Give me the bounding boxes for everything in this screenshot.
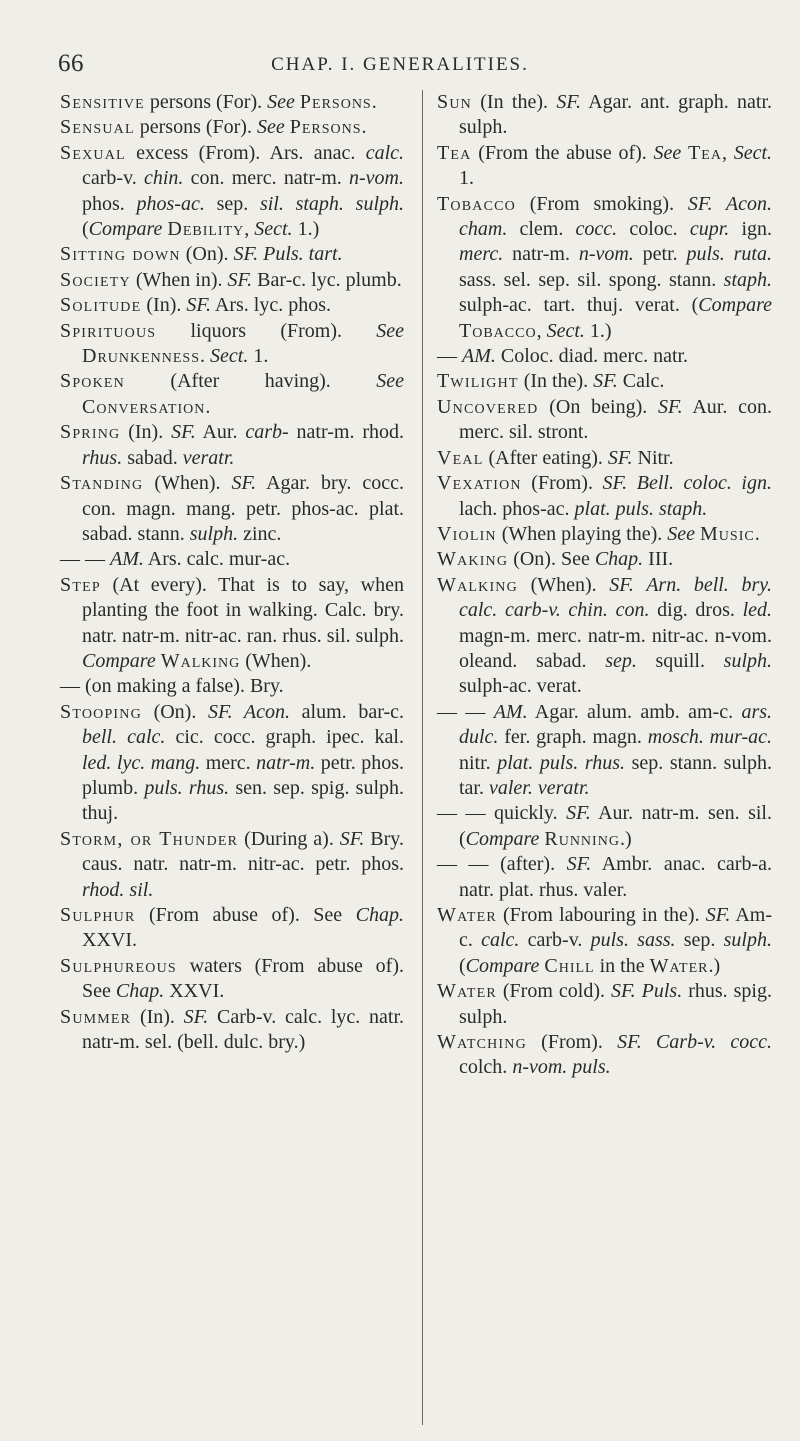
- entry-text: dig. dros.: [649, 599, 743, 622]
- entry-text: sep.: [605, 649, 637, 672]
- entry-text: (In).: [131, 1005, 184, 1028]
- entry-text: sass. sel. sep. sil. spong. stann.: [459, 268, 724, 291]
- entry-text: Tobacco: [459, 319, 537, 342]
- entry-text: Sect.: [546, 319, 585, 342]
- entry-text: ,: [536, 319, 547, 342]
- entry-text: petr.: [633, 243, 687, 266]
- index-entry: [60, 954, 404, 1005]
- entry-text: Ambr. anac. carb-a. natr. plat. rhus. valer.: [459, 853, 772, 901]
- index-entry: [60, 420, 404, 471]
- entry-text: SF. Bell. coloc. ign.: [602, 472, 772, 495]
- entry-text: cocc.: [575, 218, 618, 241]
- entry-text: zinc.: [238, 522, 282, 545]
- entry-text: n-vom.: [578, 243, 634, 266]
- entry-text: (From abuse of). See: [135, 904, 356, 926]
- entry-text: Ars. lyc. phos.: [211, 294, 331, 317]
- entry-text: Tea: [688, 141, 722, 164]
- page-number: 66: [58, 50, 84, 77]
- entry-text: chin.: [143, 167, 184, 190]
- entry-text: SF.: [186, 294, 211, 317]
- entry-text: puls. rhus.: [144, 776, 230, 799]
- entry-text: Running: [544, 827, 620, 850]
- entry-headword: Tobacco: [437, 192, 516, 215]
- entry-text: mosch. mur-ac.: [647, 726, 772, 749]
- entry-text: AM.: [462, 345, 496, 368]
- entry-text: puls. ruta.: [686, 243, 772, 266]
- entry-text: 1.): [584, 319, 612, 342]
- entry-text: Aur. con. merc. sil. stront.: [459, 395, 772, 444]
- entry-text: Coloc. diad. merc. natr.: [495, 345, 689, 368]
- entry-text: .: [205, 395, 211, 418]
- entry-text: SF.: [658, 395, 683, 418]
- entry-text: .: [361, 116, 367, 139]
- entry-text: — (on making a false). Bry.: [60, 675, 284, 698]
- index-entry: [60, 141, 404, 243]
- index-entry: [60, 115, 404, 140]
- entry-text: .: [371, 91, 377, 113]
- entry-text: (In the).: [518, 370, 594, 393]
- entry-text: — —: [437, 700, 494, 723]
- entry-headword: Solitude: [60, 294, 142, 317]
- entry-text: carb-v.: [82, 167, 144, 190]
- entry-headword: Waking: [437, 548, 509, 571]
- entry-headword: Sensual: [60, 116, 135, 139]
- entry-text: (At every). That is to say, when planting the foot in walking. Calc. bry. natr. natr-m. nitr-ac. ran. rhus. sil. sulph.: [82, 573, 404, 647]
- entry-headword: Vexation: [437, 472, 522, 495]
- entry-text: (When).: [517, 573, 610, 596]
- entry-text: cupr.: [689, 218, 730, 241]
- entry-text: Aur.: [195, 421, 246, 444]
- entry-text: SF.: [566, 853, 592, 876]
- entry-headword: Summer: [60, 1005, 132, 1028]
- index-entry: [60, 471, 404, 547]
- entry-headword: Watching: [437, 1031, 527, 1054]
- entry-text: Aur. natr-m. sen. sil. (: [459, 802, 772, 850]
- index-entry: [60, 369, 404, 420]
- entry-text: (From).: [526, 1031, 618, 1054]
- entry-text: veratr.: [182, 446, 235, 469]
- index-entry: [60, 293, 404, 318]
- entry-headword: Water: [437, 980, 497, 1003]
- entry-headword: Uncovered: [437, 395, 539, 418]
- entry-text: See: [267, 91, 295, 113]
- entry-text: (On being).: [538, 395, 659, 418]
- right-column: [437, 90, 772, 1081]
- entry-text: rhus.: [82, 446, 123, 469]
- entry-text: See: [653, 141, 682, 164]
- entry-text: led. lyc. mang.: [82, 751, 201, 774]
- entry-text: phos.: [82, 192, 137, 215]
- entry-text: alum. bar-c.: [290, 700, 405, 723]
- entry-text: Chap.: [594, 548, 644, 571]
- entry-text: lach. phos-ac.: [459, 497, 575, 520]
- entry-text: SF.: [171, 421, 196, 444]
- entry-headword: Veal: [437, 446, 484, 469]
- entry-text: (: [82, 218, 89, 241]
- index-entry: [60, 547, 404, 572]
- entry-text: AM.: [493, 700, 528, 723]
- index-entry: [437, 90, 772, 141]
- entry-text: SF.: [227, 268, 253, 291]
- entry-text: sep.: [675, 929, 724, 952]
- entry-text: See: [376, 370, 404, 393]
- entry-headword: Sun: [437, 91, 472, 113]
- entry-text: in the: [594, 954, 650, 977]
- index-entry: [437, 979, 772, 1030]
- entry-text: See: [376, 319, 404, 342]
- entry-text: Compare: [465, 827, 540, 850]
- entry-text: Sect.: [733, 141, 772, 164]
- entry-text: SF. Puls. tart.: [233, 243, 343, 266]
- entry-text: SF. Puls.: [611, 980, 683, 1003]
- entry-text: SF.: [593, 370, 618, 393]
- entry-text: Debility: [167, 218, 245, 241]
- entry-text: XXVI.: [164, 980, 225, 1003]
- entry-text: petr. phos. plumb.: [82, 751, 404, 799]
- entry-headword: Twilight: [437, 370, 519, 393]
- entry-text: (When).: [240, 649, 312, 672]
- entry-text: sulph.: [723, 929, 772, 952]
- entry-text: Agar. bry. cocc. con. magn. mang. petr. phos-ac. plat. sabad. stann.: [82, 472, 405, 545]
- entry-text: sen. sep. spig. sulph. thuj.: [82, 776, 405, 825]
- index-entry: [437, 344, 772, 369]
- entry-text: plat. puls. rhus.: [497, 751, 626, 774]
- entry-text: natr-m. rhod.: [288, 421, 404, 444]
- entry-text: (In).: [141, 294, 187, 317]
- entry-text: sep. stann. sulph. tar.: [459, 751, 772, 799]
- left-column: [60, 90, 404, 1055]
- index-entry: [437, 903, 772, 979]
- entry-headword: Sulphur: [60, 904, 136, 926]
- entry-text: Bar-c. lyc. plumb.: [252, 268, 402, 291]
- entry-text: rhus. spig. sulph.: [459, 980, 772, 1028]
- entry-text: Calc.: [617, 370, 665, 393]
- index-entry: [437, 547, 772, 572]
- entry-text: valer. veratr.: [489, 776, 590, 799]
- entry-text: (From smoking).: [515, 192, 688, 215]
- entry-text: Water: [649, 954, 709, 977]
- entry-headword: Water: [437, 904, 497, 926]
- index-entry: [60, 903, 404, 954]
- index-entry: [437, 192, 772, 344]
- index-entry: [437, 395, 772, 446]
- index-entry: [437, 369, 772, 394]
- entry-text: ars. dulc.: [459, 700, 773, 749]
- entry-text: persons (For).: [134, 116, 257, 139]
- entry-headword: Walking: [437, 573, 518, 596]
- index-entry: [60, 268, 404, 293]
- index-entry: [60, 90, 404, 115]
- entry-text: SF. Arn. bell. bry. calc. carb-v. chin. con.: [459, 573, 772, 622]
- entry-text: Music: [700, 522, 755, 545]
- entry-text: sabad.: [122, 446, 183, 469]
- entry-text: —: [437, 345, 462, 368]
- entry-text: Ars. calc. mur-ac.: [143, 548, 291, 571]
- entry-text: See: [667, 522, 696, 545]
- running-title: CHAP. I. GENERALITIES.: [271, 54, 529, 75]
- entry-text: — — quickly.: [437, 802, 567, 825]
- entry-text: SF.: [231, 472, 257, 495]
- entry-text: SF. Carb-v. cocc.: [617, 1031, 772, 1054]
- entry-text: (: [459, 954, 466, 977]
- entry-text: calc.: [365, 141, 404, 164]
- entry-text: (On). See: [508, 548, 595, 571]
- entry-text: Agar. alum. amb. am-c.: [527, 700, 742, 723]
- entry-text: (After eating).: [483, 446, 608, 469]
- entry-text: .: [754, 522, 760, 545]
- entry-text: (In).: [120, 421, 172, 444]
- entry-text: Persons: [299, 91, 372, 113]
- entry-text: SF. Acon.: [208, 700, 291, 723]
- entry-text: 1.): [292, 218, 320, 241]
- entry-text: (From the abuse of).: [471, 141, 654, 164]
- index-entry: [437, 522, 772, 547]
- entry-text: 1.: [459, 167, 474, 190]
- entry-text: 1.: [248, 345, 269, 368]
- entry-text: calc.: [481, 929, 520, 952]
- entry-text: Am-c.: [459, 904, 772, 952]
- entry-text: SF. Acon. cham.: [459, 192, 773, 241]
- entry-text: sulph.: [189, 522, 239, 545]
- entry-text: (When).: [143, 472, 232, 495]
- entry-text: staph.: [723, 268, 772, 291]
- entry-text: nitr.: [459, 751, 498, 774]
- index-entry: [437, 700, 772, 802]
- entry-headword: Spring: [60, 421, 121, 444]
- entry-text: XXVI.: [82, 929, 137, 952]
- entry-text: phos-ac.: [136, 192, 205, 215]
- index-entry: [437, 573, 772, 700]
- entry-text: (From cold).: [496, 980, 611, 1003]
- entry-headword: Stooping: [60, 700, 142, 723]
- entry-text: n-vom. puls.: [512, 1056, 611, 1079]
- entry-text: sulph-ac. verat.: [459, 675, 582, 698]
- entry-text: — —: [60, 548, 110, 571]
- column-divider: [422, 90, 423, 1425]
- entry-text: Chill: [544, 954, 595, 977]
- entry-text: magn-m. merc. natr-m. nitr-ac. n-vom. oleand. sabad.: [459, 624, 772, 672]
- entry-text: Chap.: [115, 980, 165, 1003]
- entry-text: Carb-v. calc. lyc. natr. natr-m. sel. (bell. dulc. bry.): [82, 1005, 405, 1054]
- entry-text: excess (From). Ars. anac.: [125, 141, 366, 164]
- entry-text: carb-v.: [519, 929, 591, 952]
- entry-text: (On).: [180, 243, 234, 266]
- entry-text: natr-m.: [256, 751, 316, 774]
- entry-text: bell. calc.: [82, 726, 166, 749]
- entry-text: puls. sass.: [590, 929, 676, 952]
- entry-text: carb-: [245, 421, 289, 444]
- entry-text: Compare: [698, 294, 772, 317]
- entry-text: Sect.: [210, 345, 249, 368]
- entry-text: .): [619, 827, 632, 850]
- entry-text: — — (after).: [437, 853, 567, 876]
- entry-headword: Sensitive: [60, 91, 145, 113]
- index-entry: [60, 674, 404, 699]
- entry-headword: Sitting down: [60, 243, 181, 266]
- entry-text: (In the).: [471, 91, 557, 113]
- index-entry: [60, 1005, 404, 1056]
- entry-text: Conversation: [82, 395, 206, 418]
- index-entry: [437, 1030, 772, 1081]
- entry-headword: Tea: [437, 141, 472, 164]
- entry-text: sep.: [204, 192, 260, 215]
- index-entry: [437, 446, 772, 471]
- entry-text: SF.: [339, 827, 365, 850]
- entry-text: (After having).: [125, 370, 377, 393]
- entry-headword: Sexual: [60, 141, 126, 164]
- index-entry: [60, 700, 404, 827]
- entry-text: .: [200, 345, 211, 368]
- entry-text: merc.: [200, 751, 257, 774]
- entry-text: coloc.: [617, 218, 690, 241]
- entry-text: (From).: [521, 472, 603, 495]
- entry-text: n-vom.: [349, 167, 404, 190]
- entry-text: Drunkenness: [82, 345, 201, 368]
- index-entry: [60, 827, 404, 903]
- entry-headword: Violin: [437, 522, 497, 545]
- index-entry: [60, 573, 404, 675]
- entry-text: con. merc. natr-m.: [183, 167, 350, 190]
- entry-text: (When playing the).: [496, 522, 668, 545]
- entry-text: Sect.: [254, 218, 293, 241]
- entry-headword: Society: [60, 268, 131, 291]
- entry-text: ,: [721, 141, 734, 164]
- entry-text: plat. puls. staph.: [574, 497, 708, 520]
- entry-text: sulph-ac. tart. thuj. verat. (: [459, 294, 699, 317]
- entry-text: Chap.: [355, 904, 404, 926]
- entry-text: fer. graph. magn.: [498, 726, 648, 749]
- index-entry: [437, 801, 772, 852]
- entry-text: waters (From abuse of). See: [82, 954, 404, 1003]
- index-entry: [437, 852, 772, 903]
- entry-text: AM.: [110, 548, 144, 571]
- entry-text: Persons: [289, 116, 362, 139]
- entry-text: sulph.: [723, 649, 772, 672]
- entry-text: ,: [244, 218, 255, 241]
- entry-text: rhod. sil.: [82, 878, 154, 901]
- entry-text: (From labouring in the).: [496, 904, 706, 926]
- entry-headword: Sulphureous: [60, 954, 177, 977]
- index-entry: [60, 242, 404, 267]
- index-entry: [60, 319, 404, 370]
- entry-text: SF.: [183, 1005, 209, 1028]
- entry-text: .): [708, 954, 721, 977]
- entry-text: merc.: [459, 243, 504, 266]
- entry-headword: Spirituous: [60, 319, 157, 342]
- entry-text: Bry. caus. natr. natr-m. nitr-ac. petr. phos.: [82, 827, 404, 876]
- entry-text: squill.: [636, 649, 724, 672]
- page-header: [0, 0, 800, 80]
- entry-text: Compare: [88, 218, 163, 241]
- entry-text: Nitr.: [632, 446, 674, 469]
- entry-text: ign.: [729, 218, 773, 241]
- entry-text: SF.: [607, 446, 633, 469]
- entry-text: persons (For).: [144, 91, 268, 113]
- entry-text: led.: [742, 599, 772, 622]
- entry-text: SF.: [566, 802, 591, 825]
- entry-text: clem.: [507, 218, 576, 241]
- entry-text: colch.: [459, 1056, 513, 1079]
- entry-text: SF.: [705, 904, 731, 926]
- entry-text: Agar. ant. graph. natr. sulph.: [459, 91, 773, 139]
- entry-text: Compare: [465, 954, 540, 977]
- entry-text: cic. cocc. graph. ipec. kal.: [165, 726, 404, 749]
- entry-text: Compare: [82, 649, 156, 672]
- entry-headword: Step: [60, 573, 101, 596]
- entry-text: (On).: [141, 700, 208, 723]
- entry-text: natr-m.: [503, 243, 579, 266]
- entry-text: Walking: [160, 649, 241, 672]
- entry-text: See: [256, 116, 285, 139]
- entry-text: sil. staph. sulph.: [259, 192, 404, 215]
- entry-text: SF.: [556, 91, 581, 113]
- entry-headword: Standing: [60, 472, 144, 495]
- index-entry: [437, 471, 772, 522]
- entry-text: (During a).: [238, 827, 340, 850]
- entry-text: liquors (From).: [156, 319, 377, 342]
- entry-text: III.: [643, 548, 674, 571]
- index-entry: [437, 141, 772, 192]
- entry-headword: Spoken: [60, 370, 125, 393]
- entry-text: (When in).: [130, 268, 228, 291]
- entry-headword: Storm, or Thunder: [60, 827, 239, 850]
